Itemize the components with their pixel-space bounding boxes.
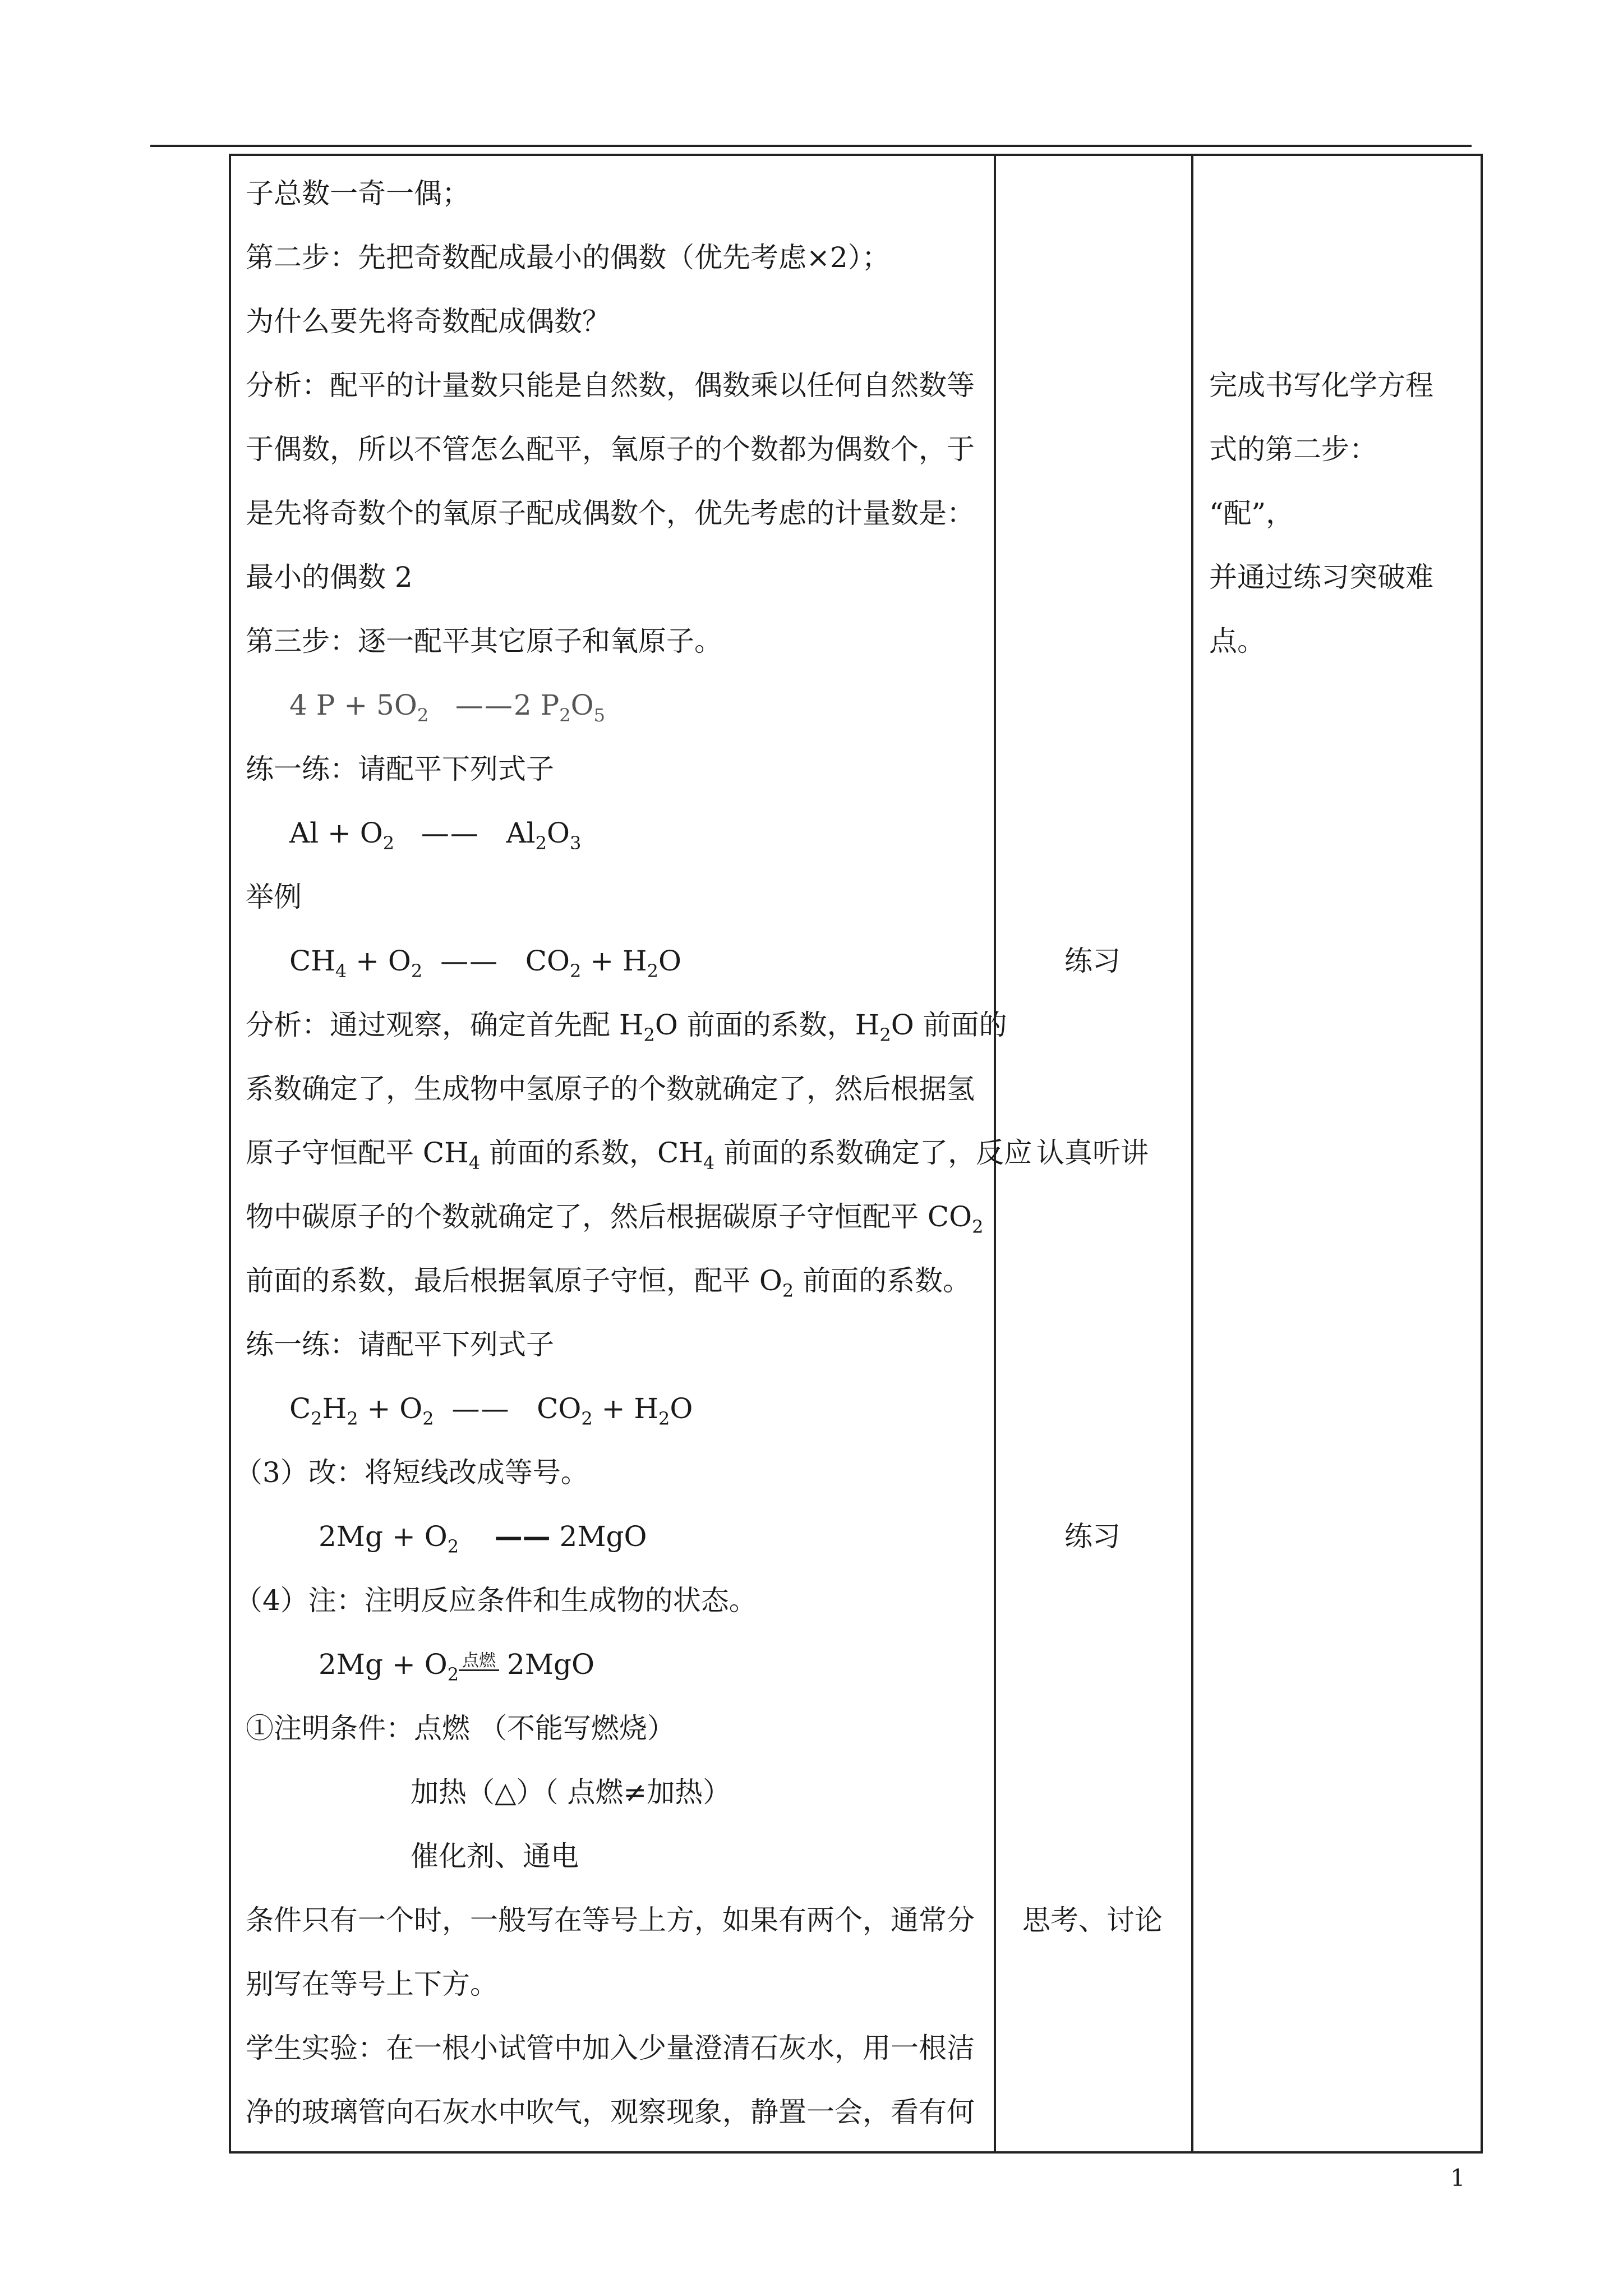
text-line: 子总数一奇一偶； [246,177,470,210]
activity-label: 思考、讨论 [1022,1904,1163,1936]
equation-al-o2: $Al + O_2$ —— $Al_2O_3$ [289,817,582,854]
text-line: （3）改：将短线改成等号。 [234,1456,589,1489]
text-line: 是先将奇数个的氧原子配成偶数个，优先考虑的计量数是： [246,497,975,530]
text-line: 分析：通过观察，确定首先配 $H_2O$ 前面的系数，$H_2O$ 前面的 [246,1009,1007,1046]
text-line: 于偶数，所以不管怎么配平，氧原子的个数都为偶数个，于 [246,433,975,466]
equation-c2h2-o2: $C_2H_2 + O_2$ —— $CO_2 + H_2O$ [289,1392,693,1429]
text-line: 举例 [246,881,302,913]
text-line: 条件只有一个时，一般写在等号上方，如果有两个，通常分 [246,1904,975,1936]
goal-text: 完成书写化学方程 [1209,369,1433,402]
text-line: 催化剂、通电 [411,1840,579,1872]
column-divider [1191,156,1193,2151]
goal-text: 式的第二步： [1209,433,1377,466]
text-line: 第二步：先把奇数配成最小的偶数（优先考虑×2）； [246,241,890,274]
text-line: 物中碳原子的个数就确定了，然后根据碳原子守恒配平 $CO_2$ [246,1200,984,1237]
text-line: 学生实验：在一根小试管中加入少量澄清石灰水，用一根洁 [246,2032,975,2064]
text-line: 别写在等号上下方。 [246,1968,498,2000]
equation-mg-o2-condition: $2Mg + O_2$点燃 2MgO [319,1648,595,1685]
text-line: 最小的偶数 2 [246,561,413,593]
lesson-plan-table [229,154,1483,2154]
activity-label: 练习 [1064,1520,1121,1553]
text-line: （4）注：注明反应条件和生成物的状态。 [234,1584,757,1617]
text-line: 第三步：逐一配平其它原子和氧原子。 [246,625,722,657]
page-number: 1 [1450,2164,1465,2192]
activity-label: 练习 [1064,945,1121,977]
equation-p-o2: 4 $P + 5O_2$ ——2 $P_2O_5$ [289,689,605,726]
text-line: 为什么要先将奇数配成偶数？ [246,305,610,338]
equation-mg-o2-dash: $2Mg + O_2$ —— 2MgO [319,1520,647,1557]
equation-ch4-o2: $CH_4 + O_2$ —— $CO_2 + H_2O$ [289,945,682,982]
text-line: ①注明条件：点燃 （不能写燃烧） [246,1712,675,1745]
text-line: 系数确定了，生成物中氢原子的个数就确定了，然后根据氢 [246,1073,975,1105]
condition-label: 点燃 [459,1653,499,1671]
text-line: 净的玻璃管向石灰水中吹气，观察现象，静置一会，看有何 [246,2096,975,2128]
activity-label: 认真听讲 [1036,1137,1149,1169]
goal-text: “配”， [1209,497,1294,530]
text-line: 前面的系数，最后根据氧原子守恒，配平 $O_2$ 前面的系数。 [246,1264,971,1301]
text-line: 练一练：请配平下列式子 [246,1328,554,1361]
text-line: 加热（△）（ 点燃≠加热） [411,1776,731,1809]
text-line: 原子守恒配平 $CH_4$ 前面的系数，$CH_4$ 前面的系数确定了，反应 [246,1137,1032,1174]
header-rule [150,145,1472,147]
goal-text: 点。 [1209,625,1265,657]
text-line: 分析：配平的计量数只能是自然数，偶数乘以任何自然数等 [246,369,975,402]
goal-text: 并通过练习突破难 [1209,561,1433,593]
text-line: 练一练：请配平下列式子 [246,753,554,785]
